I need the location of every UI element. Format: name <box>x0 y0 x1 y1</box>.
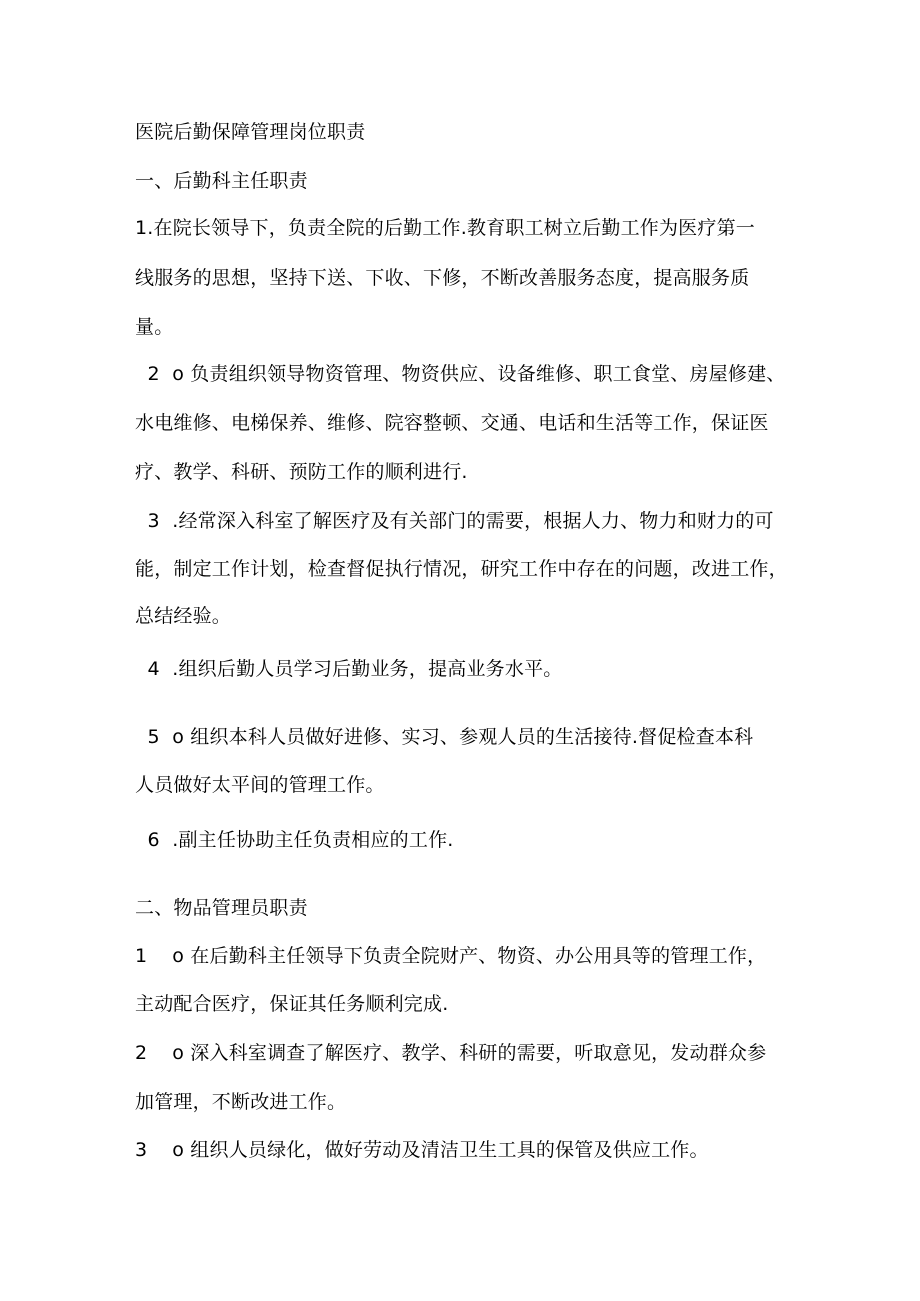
paragraph-line: 量。 <box>135 316 174 338</box>
paragraph-line: 能，制定工作计划，检查督促执行情况，研究工作中存在的问题，改进工作， <box>135 558 788 580</box>
paragraph-line: 线服务的思想，坚持下送、下收、下修，不断改善服务态度，提高服务质 <box>135 267 750 289</box>
paragraph-line: 2 o 负责组织领导物资管理、物资供应、设备维修、职工食堂、房屋修建、 <box>135 363 786 385</box>
paragraph-line: 人员做好太平间的管理工作。 <box>135 774 385 796</box>
paragraph-line: 1 o 在后勤科主任领导下负责全院财产、物资、办公用具等的管理工作， <box>135 945 767 967</box>
paragraph-line: 主动配合医疗，保证其任务顺利完成. <box>135 993 449 1015</box>
paragraph-line: 总结经验。 <box>135 605 232 627</box>
paragraph-line: 疗、教学、科研、预防工作的顺利进行. <box>135 461 468 483</box>
paragraph-line: 3 .经常深入科室了解医疗及有关部门的需要，根据人力、物力和财力的可 <box>135 510 774 532</box>
document-title: 医院后勤保障管理岗位职责 <box>135 121 366 143</box>
section-1-heading: 一、后勤科主任职责 <box>135 170 308 192</box>
paragraph-line: 水电维修、电梯保养、维修、院容整顿、交通、电话和生活等工作，保证医 <box>135 412 769 434</box>
paragraph-line: 5 o 组织本科人员做好进修、实习、参观人员的生活接待.督促检查本科 <box>135 726 754 748</box>
paragraph-line: 加管理，不断改进工作。 <box>135 1091 347 1113</box>
paragraph-line: 1.在院长领导下，负责全院的后勤工作.教育职工树立后勤工作为医疗第一 <box>135 217 755 239</box>
paragraph-line: 6 .副主任协助主任负责相应的工作. <box>135 829 454 851</box>
section-2-heading: 二、物品管理员职责 <box>135 897 308 919</box>
paragraph-line: 4 .组织后勤人员学习后勤业务，提高业务水平。 <box>135 658 563 680</box>
paragraph-line: 3 o 组织人员绿化，做好劳动及清洁卫生工具的保管及供应工作。 <box>135 1139 709 1161</box>
paragraph-line: 2 o 深入科室调查了解医疗、教学、科研的需要，听取意见，发动群众参 <box>135 1042 767 1064</box>
